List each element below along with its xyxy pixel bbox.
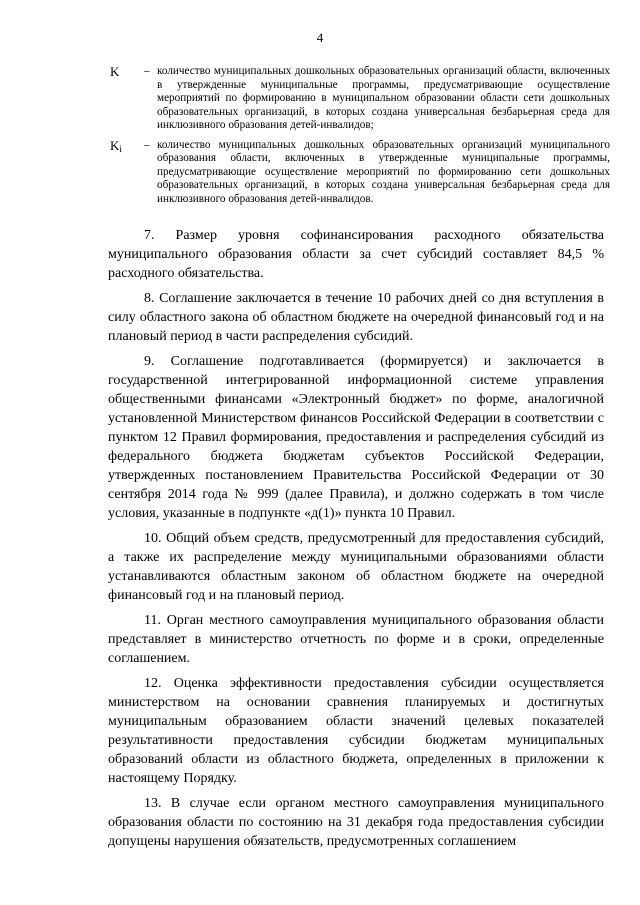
definition-dash: –: [144, 65, 150, 77]
page-number: 4: [316, 30, 324, 45]
definition-text: количество муниципальных дошкольных образовательных организаций муниципального образования области, включенных в утвержденные муниципальные программы, предусматривающие осуществление мероприятий по формированию сети дошкольных образовательных организаций, в которых создана универсальная безбарьерная среда для инклюзивного образования детей-инвалидов.: [157, 138, 610, 205]
paragraph-7: 7. Размер уровня софинансирования расходного обязательства муниципального образования области за счет субсидий составляет 84,5 % расходного обязательства.: [108, 228, 604, 281]
paragraph-13: 13. В случае если органом местного самоуправления муниципального образования области по состоянию на 31 декабря года предоставления субсидии допущены нарушения обязательств, предусмотренных соглашением: [108, 796, 604, 849]
definition-dash: –: [144, 138, 150, 151]
paragraph-11: 11. Орган местного самоуправления муниципального образования области представляет в министерство отчетность по форме и в сроки, определенные соглашением.: [108, 613, 604, 666]
definition-symbol: $K_i$: [110, 137, 122, 154]
definition-item: [110, 139, 610, 207]
document-body: [108, 226, 604, 857]
definition-item: [110, 65, 610, 133]
definitions-list: [110, 65, 610, 212]
definition-text: количество муниципальных дошкольных образовательных организаций области, включенных в утвержденные муниципальные программы, предусматривающие осуществление мероприятий по формированию в муниципальном образовании области сети дошкольных образовательных организаций, в которых создана универсальная безбарьерная среда для инклюзивного образования детей-инвалидов;: [157, 65, 610, 131]
paragraph-12: 12. Оценка эффективности предоставления субсидии осуществляется министерством на основании сравнения планируемых и достигнутых муниципальным образованием области значений целевых показателей результативности предоставления субсидии бюджетам муниципальных образований области из областного бюджета, определенных в приложении к настоящему Порядку.: [108, 676, 604, 786]
paragraph-9: 9. Соглашение подготавливается (формируется) и заключается в государственной интегрированной информационной системе управления общественными финансами «Электронный бюджет» по форме, аналогичной установленной Министерством финансов Российской Федерации в соответствии с пунктом 12 Правил формирования, предоставления и распределения субсидий из федерального бюджета бюджетам субъектов Российской Федерации, утвержденных постановлением Правительства Российской Федерации от 30 сентября 2014 года № 999 (далее Правила), и должно содержать в том числе условия, указанные в подпункте «д(1)» пункта 10 Правил.: [108, 354, 604, 521]
definition-symbol: K: [110, 64, 120, 79]
paragraph-8: 8. Соглашение заключается в течение 10 рабочих дней со дня вступления в силу областного закона об областном бюджете на очередной финансовый год и на плановый период в части распределения субсидий.: [108, 291, 604, 344]
paragraph-10: 10. Общий объем средств, предусмотренный для предоставления субсидий, а также их распределение между муниципальными образованиями области устанавливаются областным законом об областном бюджете на очередной финансовый год и на плановый период.: [108, 531, 604, 603]
